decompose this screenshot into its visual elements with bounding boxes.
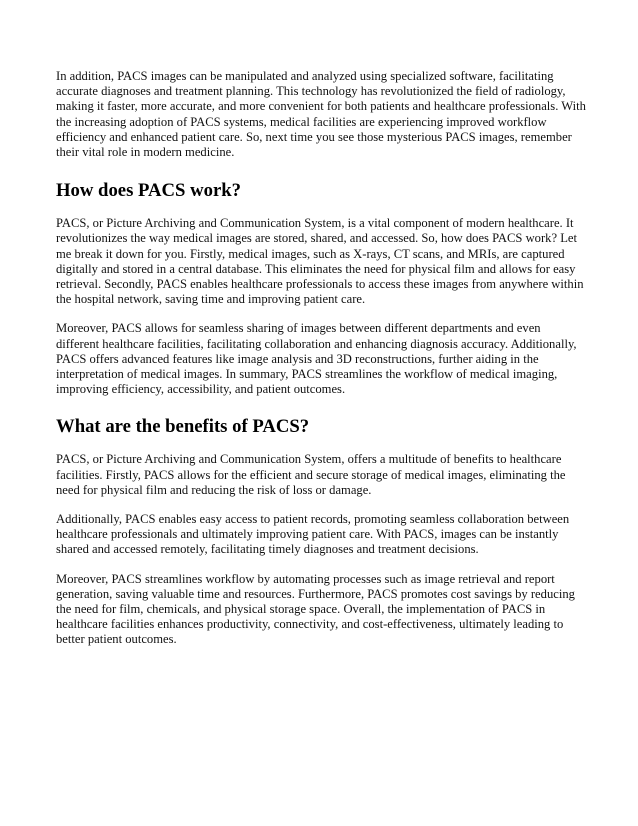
how-pacs-works-paragraph-1: PACS, or Picture Archiving and Communication System, is a vital component of modern healthcare. It revolutionizes the way medical images are stored, shared, and accessed. So, how does PACS work? Let me break it down for you. Firstly, medical images, such as X-rays, CT scans, and MRIs, are captured digitally and stored in a central database. This eliminates the need for physical film and allows for easy retrieval. Secondly, PACS enables healthcare professionals to access these images from anywhere within the hospital network, saving time and improving patient care. bbox=[56, 216, 584, 307]
section-heading-how-pacs-works: How does PACS work? bbox=[56, 180, 241, 202]
document-body bbox=[56, 69, 586, 648]
pacs-benefits-paragraph-1: PACS, or Picture Archiving and Communication System, offers a multitude of benefits to healthcare facilities. Firstly, PACS allows for the efficient and secure storage of medical images, eliminating the need for physical film and reducing the risk of loss or damage. bbox=[56, 452, 566, 497]
intro-paragraph: In addition, PACS images can be manipulated and analyzed using specialized software, facilitating accurate diagnoses and treatment planning. This technology has revolutionized the field of radiology, making it faster, more accurate, and more convenient for both patients and healthcare professionals. With the increasing adoption of PACS systems, medical facilities are experiencing improved workflow efficiency and enhanced patient care. So, next time you see those mysterious PACS images, remember their vital role in modern medicine. bbox=[56, 69, 586, 160]
pacs-benefits-paragraph-3: Moreover, PACS streamlines workflow by automating processes such as image retrieval and report generation, saving valuable time and resources. Furthermore, PACS promotes cost savings by reducing the need for film, chemicals, and physical storage space. Overall, the implementation of PACS in healthcare facilities enhances productivity, connectivity, and cost-effectiveness, ultimately leading to better patient outcomes. bbox=[56, 571, 575, 647]
pacs-benefits-paragraph-2: Additionally, PACS enables easy access to patient records, promoting seamless collaboration between healthcare professionals and ultimately improving patient care. With PACS, images can be instantly shared and accessed remotely, facilitating timely diagnoses and treatment decisions. bbox=[56, 512, 570, 557]
how-pacs-works-paragraph-2: Moreover, PACS allows for seamless sharing of images between different departments and even different healthcare facilities, facilitating collaboration and enhancing diagnosis accuracy. Additionally, PACS offers advanced features like image analysis and 3D reconstructions, further aiding in the interpretation of medical images. In summary, PACS streamlines the workflow of medical imaging, improving efficiency, accessibility, and patient outcomes. bbox=[56, 321, 577, 397]
section-heading-pacs-benefits: What are the benefits of PACS? bbox=[56, 416, 310, 438]
